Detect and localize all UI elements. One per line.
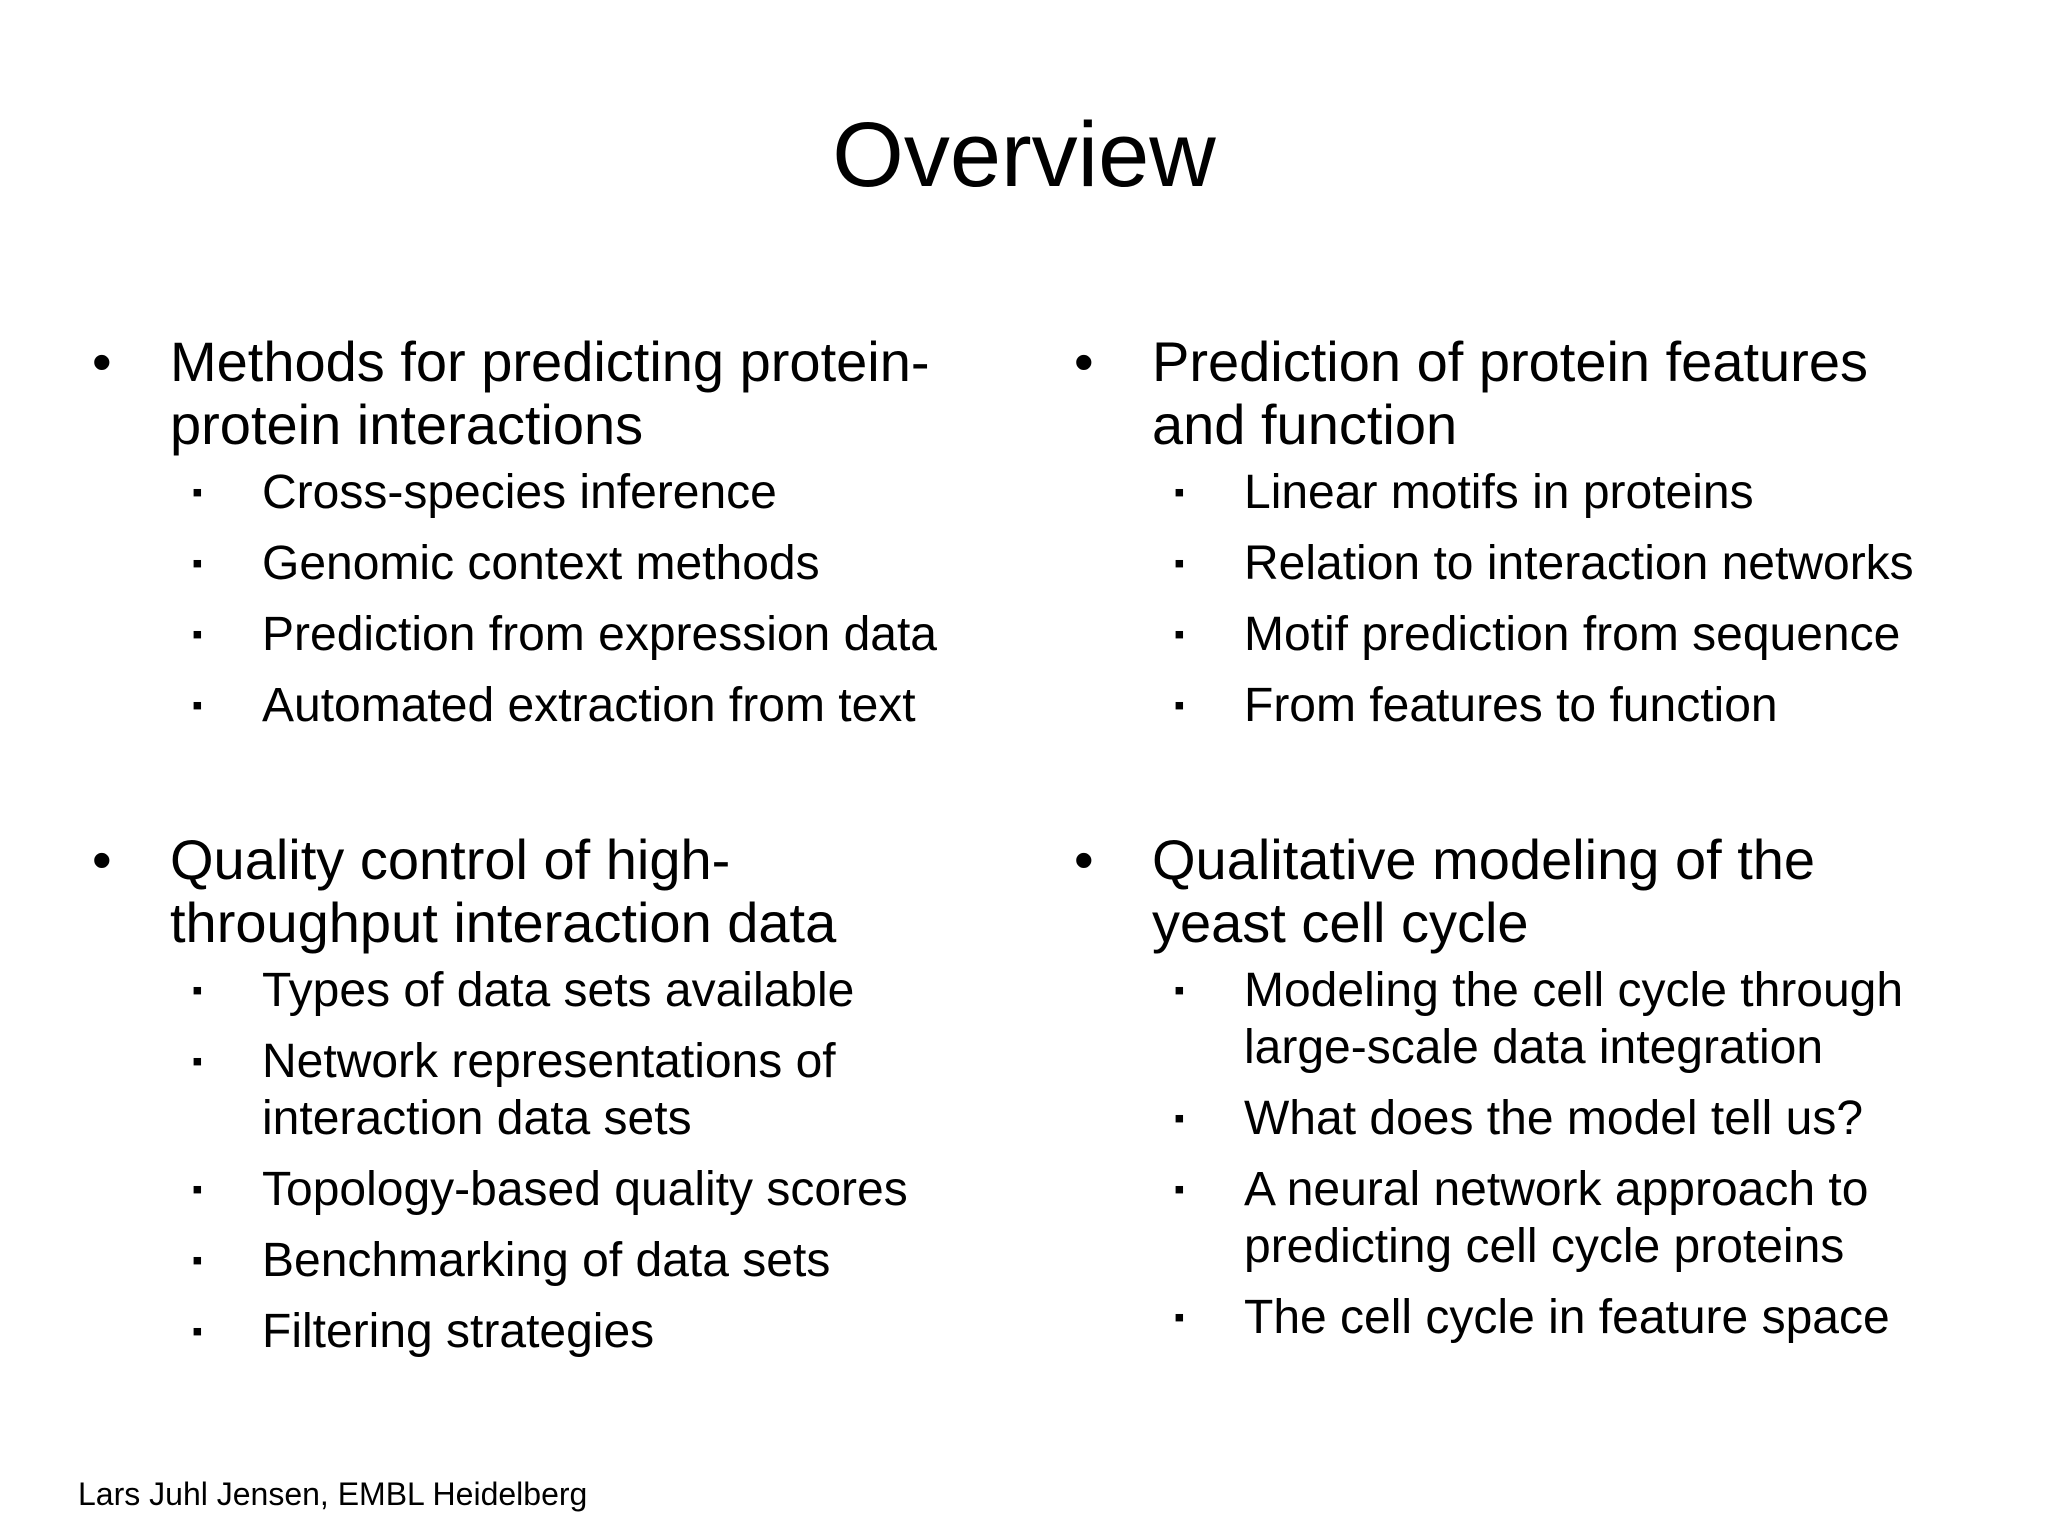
sub-list [1074, 464, 1994, 734]
square-bullet-icon: ▪ [192, 476, 203, 509]
square-bullet-icon: ▪ [1174, 1301, 1185, 1334]
list-item [1074, 1289, 1994, 1346]
list-item [1074, 464, 1994, 521]
list-item-text: Motif prediction from sequence [1244, 608, 1901, 661]
section-heading: Prediction of protein features and function [1152, 330, 1868, 456]
list-item-text: Network representations of interaction data sets [262, 1035, 836, 1145]
section-heading: Quality control of high- throughput interaction data [170, 828, 837, 954]
list-item [92, 606, 1012, 663]
list-item-text: Topology-based quality scores [262, 1163, 908, 1216]
square-bullet-icon: ▪ [192, 618, 203, 651]
bullet-icon: • [1074, 828, 1094, 891]
list-item [92, 1033, 1012, 1147]
square-bullet-icon: ▪ [1174, 974, 1185, 1007]
list-item-text: Cross-species inference [262, 466, 777, 519]
list-item [92, 677, 1012, 734]
square-bullet-icon: ▪ [192, 1315, 203, 1348]
section-heading: Qualitative modeling of the yeast cell cycle [1152, 828, 1816, 954]
section-heading-row [1074, 828, 1994, 954]
list-item [1074, 677, 1994, 734]
list-item-text: From features to function [1244, 679, 1778, 732]
list-item [1074, 606, 1994, 663]
section-ppi-methods [92, 330, 1012, 748]
bullet-icon: • [92, 330, 112, 393]
bullet-icon: • [1074, 330, 1094, 393]
bullet-icon: • [92, 828, 112, 891]
square-bullet-icon: ▪ [1174, 618, 1185, 651]
list-item [92, 535, 1012, 592]
list-item-text: Benchmarking of data sets [262, 1234, 831, 1287]
sub-list [92, 464, 1012, 734]
list-item [1074, 1090, 1994, 1147]
square-bullet-icon: ▪ [192, 1045, 203, 1078]
square-bullet-icon: ▪ [1174, 689, 1185, 722]
square-bullet-icon: ▪ [1174, 1102, 1185, 1135]
list-item [92, 1303, 1012, 1360]
section-heading-row [92, 330, 1012, 456]
list-item [92, 962, 1012, 1019]
square-bullet-icon: ▪ [192, 547, 203, 580]
sub-list [1074, 962, 1994, 1346]
list-item-text: Prediction from expression data [262, 608, 937, 661]
square-bullet-icon: ▪ [1174, 547, 1185, 580]
section-heading-row [1074, 330, 1994, 456]
sub-list [92, 962, 1012, 1360]
section-cell-cycle-modeling [1074, 828, 1994, 1360]
footer-credit: Lars Juhl Jensen, EMBL Heidelberg [78, 1476, 588, 1512]
section-heading: Methods for predicting protein- protein interactions [170, 330, 930, 456]
list-item-text: Automated extraction from text [262, 679, 916, 732]
list-item-text: Types of data sets available [262, 964, 855, 1017]
square-bullet-icon: ▪ [1174, 476, 1185, 509]
list-item-text: Modeling the cell cycle through large-scale data integration [1244, 964, 1904, 1074]
section-protein-features [1074, 330, 1994, 748]
square-bullet-icon: ▪ [192, 1173, 203, 1206]
square-bullet-icon: ▪ [192, 1244, 203, 1277]
list-item-text: A neural network approach to predicting cell cycle proteins [1244, 1163, 1869, 1273]
list-item-text: Linear motifs in proteins [1244, 466, 1754, 519]
section-quality-control [92, 828, 1012, 1374]
list-item [1074, 535, 1994, 592]
list-item [1074, 1161, 1994, 1275]
square-bullet-icon: ▪ [192, 689, 203, 722]
list-item-text: The cell cycle in feature space [1244, 1291, 1890, 1344]
list-item-text: Genomic context methods [262, 537, 820, 590]
list-item-text: What does the model tell us? [1244, 1092, 1864, 1145]
slide-title: Overview [832, 104, 1216, 206]
list-item [92, 1161, 1012, 1218]
list-item-text: Relation to interaction networks [1244, 537, 1914, 590]
square-bullet-icon: ▪ [192, 974, 203, 1007]
list-item [92, 464, 1012, 521]
list-item-text: Filtering strategies [262, 1305, 655, 1358]
list-item [92, 1232, 1012, 1289]
section-heading-row [92, 828, 1012, 954]
square-bullet-icon: ▪ [1174, 1173, 1185, 1206]
list-item [1074, 962, 1994, 1076]
